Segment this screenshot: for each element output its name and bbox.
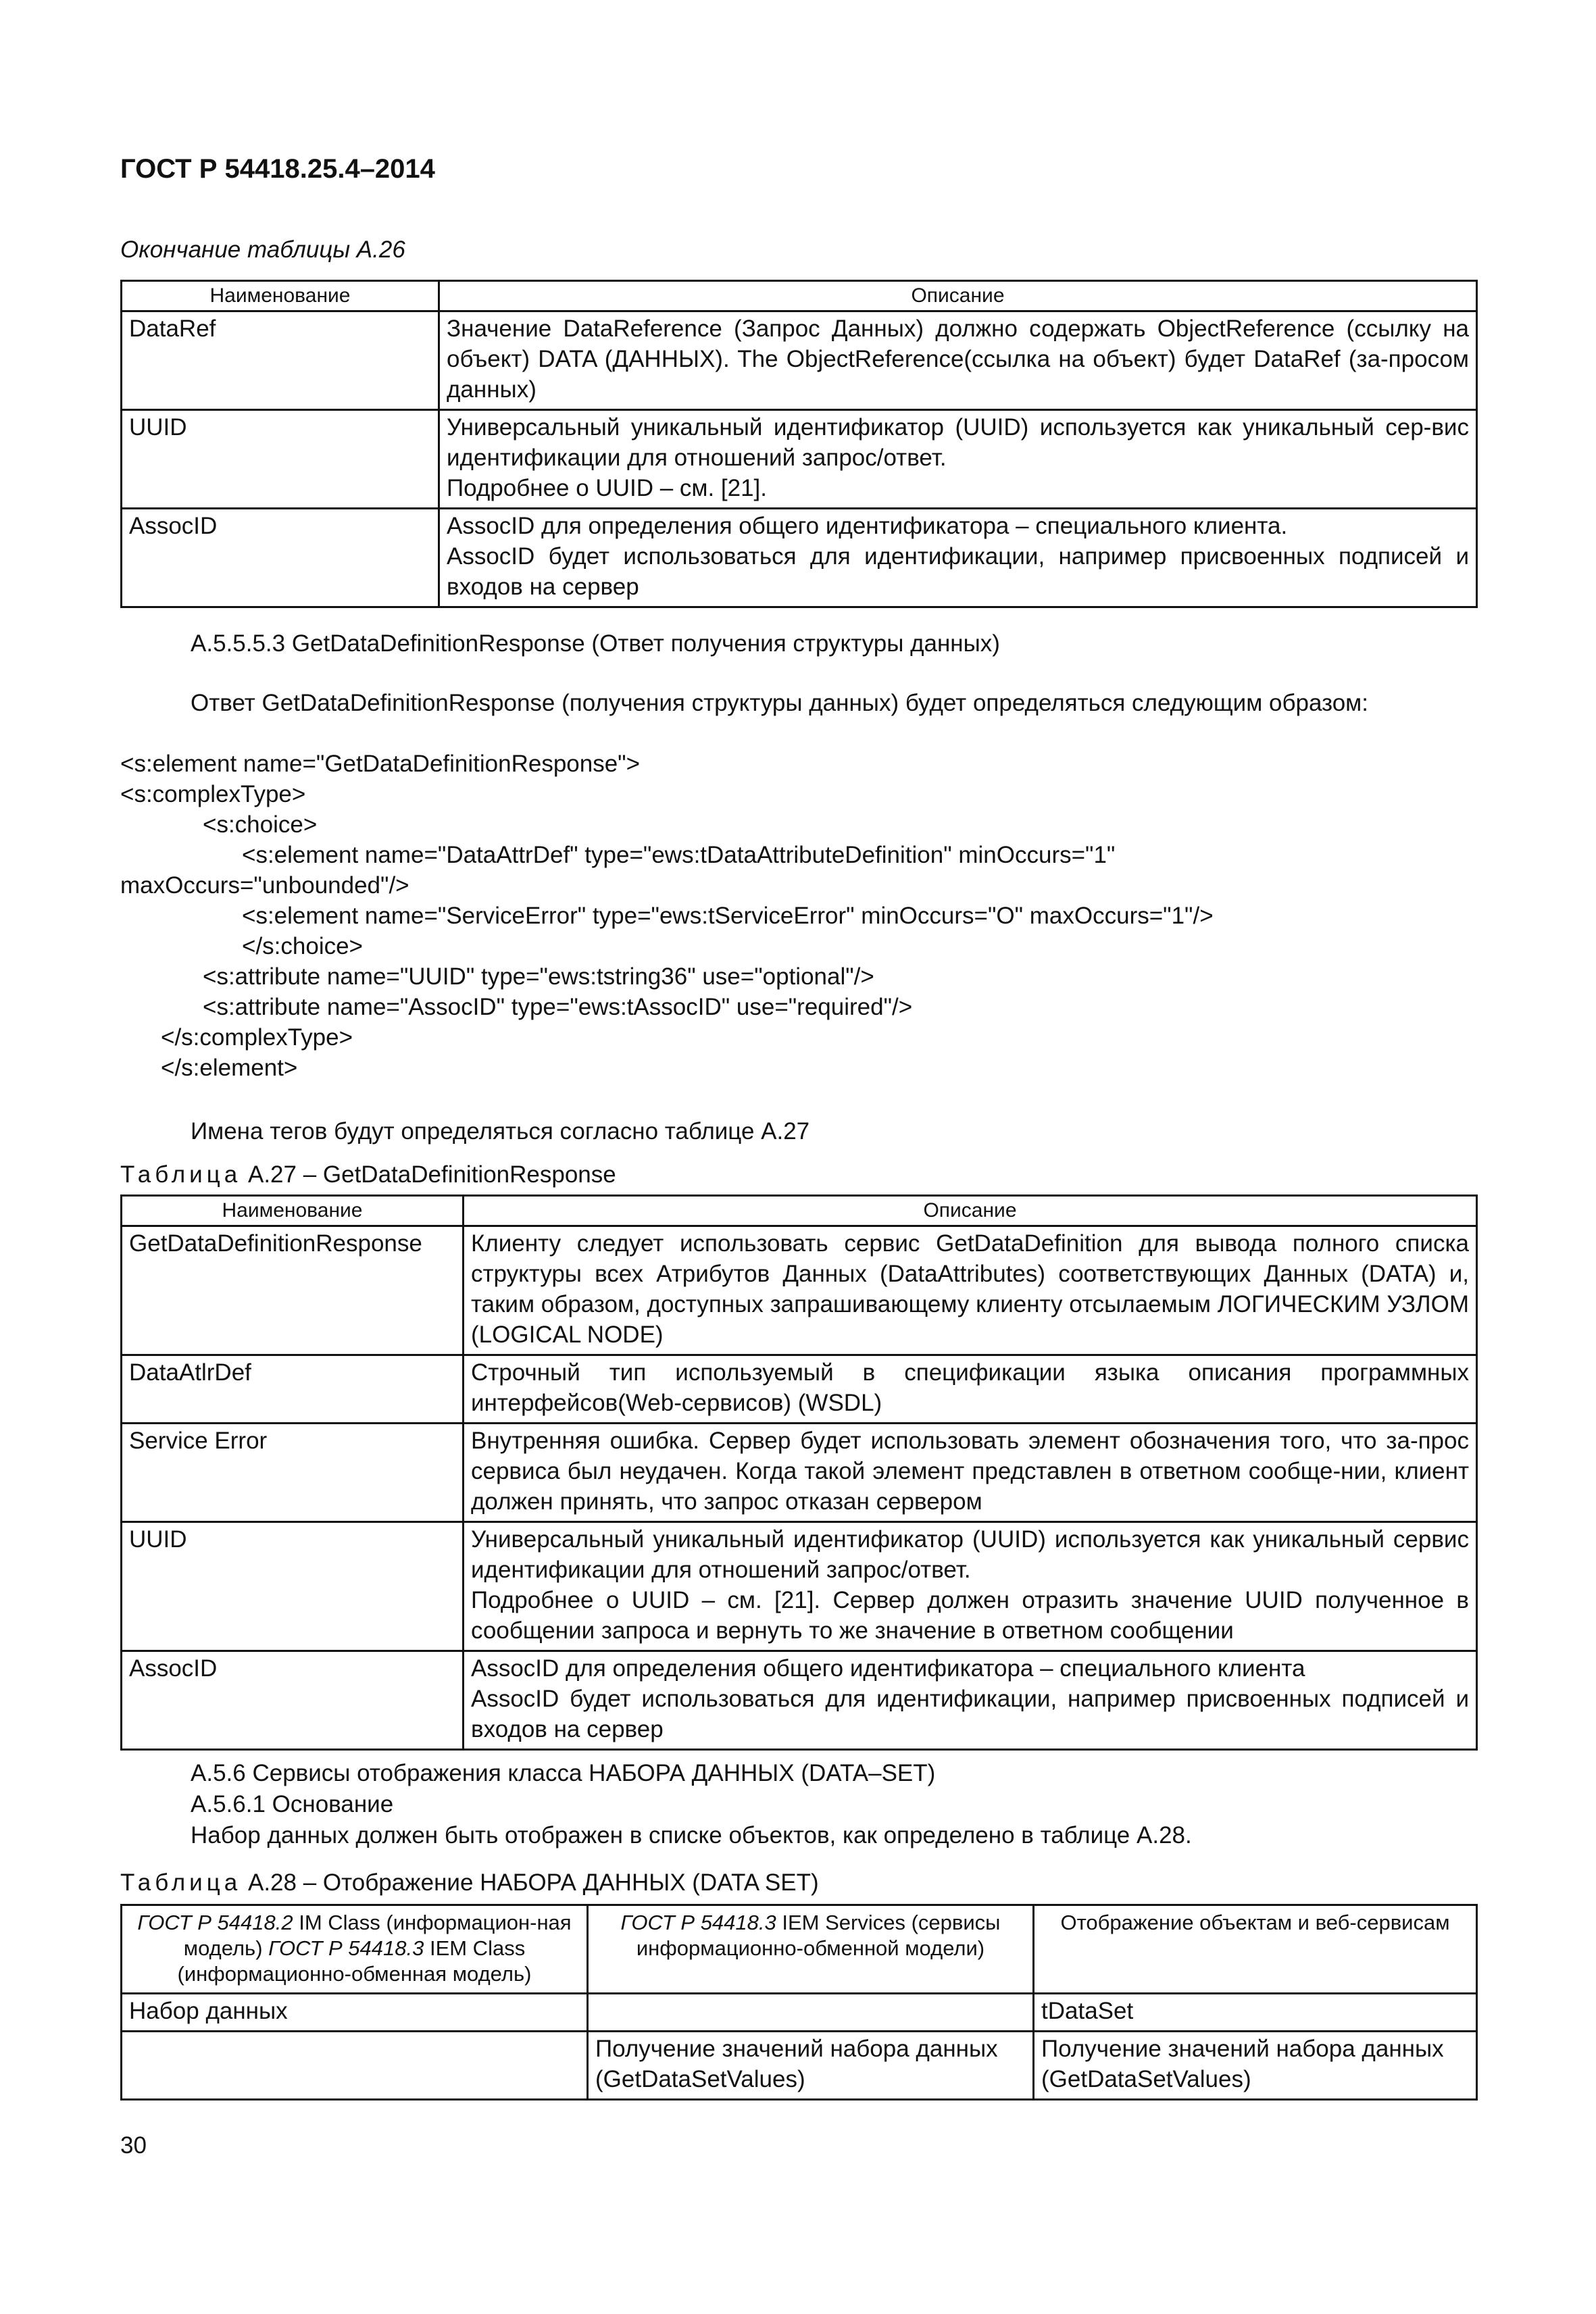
code-line: </s:choice> xyxy=(242,933,363,959)
table-header-row xyxy=(122,1196,1477,1226)
row-name: Service Error xyxy=(122,1424,464,1522)
code-line: </s:complexType> xyxy=(161,1024,353,1051)
code-line: <s:attribute name="AssocID" type="ews:tAssocID" use="required"/> xyxy=(203,994,913,1020)
table-header-row xyxy=(122,281,1477,311)
table-caption-text: А.27 – GetDataDefinitionResponse xyxy=(247,1161,616,1188)
table-row xyxy=(122,2032,1477,2100)
section-text: Набор данных должен быть отображен в списке объектов, как определено в таблице А.28. xyxy=(191,1822,1192,1848)
table-header-row xyxy=(122,1905,1477,1994)
row-name: GetDataDefinitionResponse xyxy=(122,1226,464,1355)
row-description: Клиенту следует использовать сервис GetDataDefinition для вывода полного списка структуры всех Атрибутов Данных (DataAttributes) соответствующих Данных (DATA) и, таким образом, доступных запрашивающему клиенту отсылаемым ЛОГИЧЕСКИМ УЗЛОМ (LOGICAL NODE) xyxy=(464,1226,1477,1355)
subsection-heading: А.5.6.1 Основание xyxy=(191,1791,394,1817)
column-header-name: Наименование xyxy=(122,1196,464,1226)
row-name: UUID xyxy=(122,1522,464,1651)
row-description xyxy=(464,1651,1477,1750)
column-header-mapping: Отображение объектам и веб-сервисам xyxy=(1034,1905,1477,1994)
table-row xyxy=(122,1651,1477,1750)
section-heading: А.5.5.5.3 GetDataDefinitionResponse (Ответ получения структуры данных) xyxy=(191,630,1000,657)
table-row xyxy=(122,1226,1477,1355)
code-line: maxOccurs="unbounded"/> xyxy=(120,872,409,899)
row-description xyxy=(439,410,1477,509)
row-name: AssocID xyxy=(122,1651,464,1750)
row-name: DataRef xyxy=(122,311,439,410)
code-line: <s:complexType> xyxy=(120,781,306,807)
row-description-line: Универсальный уникальный идентификатор (UUID) используется как уникальный сер-вис идентификации для отношений запрос/ответ. xyxy=(447,414,1469,471)
code-line: <s:element name="DataAttrDef" type="ews:tDataAttributeDefinition" minOccurs="1" xyxy=(242,842,1116,868)
code-line: </s:element> xyxy=(161,1055,298,1081)
row-name: AssocID xyxy=(122,509,439,607)
code-line: <s:element name="ServiceError" type="ews:tServiceError" minOccurs="O" maxOccurs="1"/> xyxy=(242,903,1214,929)
column-header-description: Описание xyxy=(464,1196,1477,1226)
column-header-name: Наименование xyxy=(122,281,439,311)
code-line: <s:element name="GetDataDefinitionResponse"> xyxy=(120,751,641,777)
table-row xyxy=(122,1522,1477,1651)
cell-mapping: tDataSet xyxy=(1034,1994,1477,2032)
row-description-line: Подробнее о UUID – см. [21]. xyxy=(447,475,768,501)
row-description-line: AssocID будет использоваться для идентификации, например присвоенных подписей и входов на сервер xyxy=(471,1686,1469,1742)
table-row xyxy=(122,1424,1477,1522)
row-name: UUID xyxy=(122,410,439,509)
table-row xyxy=(122,311,1477,410)
cell-im-class xyxy=(122,2032,588,2100)
row-description-line: Подробнее о UUID – см. [21]. Сервер должен отразить значение UUID полученное в сообщении запроса и вернуть то же значение в ответном сообщении xyxy=(471,1587,1469,1644)
table-a28-caption xyxy=(120,1867,819,1898)
code-line: <s:choice> xyxy=(203,811,318,838)
cell-iem-services xyxy=(588,1994,1034,2032)
column-header-im-class: ГОСТ Р 54418.2 IM Class (информацион-ная модель) ГОСТ Р 54418.3 IEM Class (информационно-обменная модель) xyxy=(122,1905,588,1994)
table-row xyxy=(122,509,1477,607)
code-line: <s:attribute name="UUID" type="ews:tstring36" use="optional"/> xyxy=(203,963,874,990)
table-a27-caption xyxy=(120,1159,616,1190)
row-description: Значение DataReference (Запрос Данных) должно содержать ObjectReference (ссылку на объект) DATA (ДАННЫХ). The ObjectReference(ссылка на объект) будет DataRef (за-просом данных) xyxy=(439,311,1477,410)
cell-mapping: Получение значений набора данных (GetDataSetValues) xyxy=(1034,2032,1477,2100)
column-header-iem-services: ГОСТ Р 54418.3 IEM Services (сервисы информационно-обменной модели) xyxy=(588,1905,1034,1994)
section-heading: А.5.6 Сервисы отображения класса НАБОРА ДАННЫХ (DATA–SET) xyxy=(191,1760,936,1786)
table-row xyxy=(122,1355,1477,1424)
row-name: DataAtlrDef xyxy=(122,1355,464,1424)
row-description-line: Универсальный уникальный идентификатор (UUID) используется как уникальный сервис идентификации для отношений запрос/ответ. xyxy=(471,1526,1469,1583)
row-description xyxy=(464,1522,1477,1651)
table-a27 xyxy=(120,1194,1478,1751)
row-description-line: AssocID для определения общего идентификатора – специального клиента. xyxy=(447,513,1288,539)
table-caption-text: А.28 – Отображение НАБОРА ДАННЫХ (DATA SET) xyxy=(247,1869,819,1896)
document-code: ГОСТ Р 54418.25.4–2014 xyxy=(120,154,435,184)
table-a26 xyxy=(120,280,1478,608)
page-number: 30 xyxy=(120,2132,147,2159)
section-intro: Ответ GetDataDefinitionResponse (получения структуры данных) будет определяться следующим образом: xyxy=(191,690,1368,716)
table-label: Таблица xyxy=(120,1161,242,1188)
row-description-line: AssocID будет использоваться для идентификации, например присвоенных подписей и входов на сервер xyxy=(447,543,1469,600)
row-description xyxy=(439,509,1477,607)
tag-note: Имена тегов будут определяться согласно таблице А.27 xyxy=(191,1118,810,1145)
row-description-line: AssocID для определения общего идентификатора – специального клиента xyxy=(471,1655,1305,1682)
cell-iem-services: Получение значений набора данных (GetDataSetValues) xyxy=(588,2032,1034,2100)
column-header-description: Описание xyxy=(439,281,1477,311)
table-row xyxy=(122,410,1477,509)
table-label: Таблица xyxy=(120,1869,242,1896)
row-description: Внутренняя ошибка. Сервер будет использовать элемент обозначения того, что за-прос сервиса был неудачен. Когда такой элемент представлен в ответном сообще-нии, клиент должен принять, что запрос отказан сервером xyxy=(464,1424,1477,1522)
row-description: Строчный тип используемый в спецификации языка описания программных интерфейсов(Web-сервисов) (WSDL) xyxy=(464,1355,1477,1424)
cell-im-class: Набор данных xyxy=(122,1994,588,2032)
table-a28 xyxy=(120,1904,1478,2101)
table-row xyxy=(122,1994,1477,2032)
table-a26-caption: Окончание таблицы А.26 xyxy=(120,236,405,263)
